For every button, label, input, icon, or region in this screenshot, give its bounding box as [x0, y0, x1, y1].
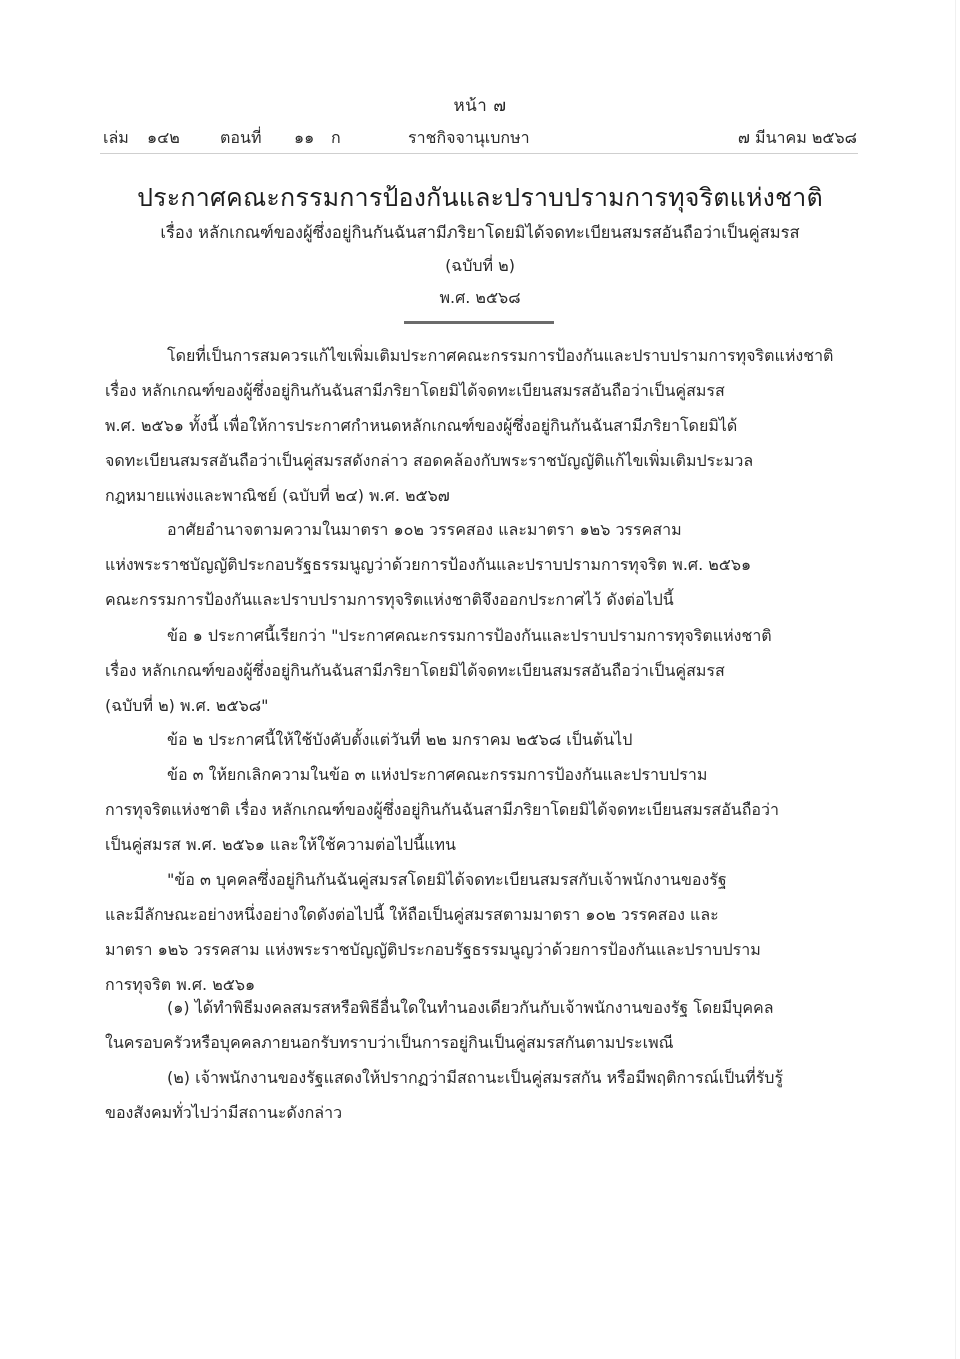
- issue-label: ตอนที่: [220, 128, 262, 147]
- text-line: การทุจริตแห่งชาติ เรื่อง หลักเกณฑ์ของผู้ซึ่งอยู่กินกันฉันสามีภริยาโดยมิได้จดทะเบียนสมรสอันถือว่า: [105, 800, 779, 819]
- text-line: ข้อ ๑ ประกาศนี้เรียกว่า "ประกาศคณะกรรมการป้องกันและปราบปรามการทุจริตแห่งชาติ: [167, 626, 772, 645]
- document-subject: เรื่อง หลักเกณฑ์ของผู้ซึ่งอยู่กินกันฉันสามีภริยาโดยมิได้จดทะเบียนสมรสอันถือว่าเป็นคู่สมรส: [160, 223, 800, 242]
- text-line: ข้อ ๓ ให้ยกเลิกความในข้อ ๓ แห่งประกาศคณะกรรมการป้องกันและปราบปราม: [167, 765, 708, 784]
- text-line: (ฉบับที่ ๒) พ.ศ. ๒๕๖๘": [105, 696, 269, 715]
- document-title: ประกาศคณะกรรมการป้องกันและปราบปรามการทุจริตแห่งชาติ: [137, 183, 823, 212]
- paragraph-authority: [105, 512, 853, 617]
- text-line: ข้อ ๒ ประกาศนี้ให้ใช้บังคับตั้งแต่วันที่ ๒๒ มกราคม ๒๕๖๘ เป็นต้นไป: [167, 730, 633, 749]
- clause-3: [105, 757, 853, 862]
- text-line: มาตรา ๑๒๖ วรรคสาม แห่งพระราชบัญญัติประกอบรัฐธรรมนูญว่าด้วยการป้องกันและปราบปราม: [105, 940, 761, 959]
- text-line: และมีลักษณะอย่างหนึ่งอย่างใดดังต่อไปนี้ ให้ถือเป็นคู่สมรสตามมาตรา ๑๐๒ วรรคสอง และ: [105, 905, 719, 924]
- text-line: ในครอบครัวหรือบุคคลภายนอกรับทราบว่าเป็นการอยู่กินเป็นคู่สมรสกันตามประเพณี: [105, 1033, 674, 1052]
- section-letter: ก: [331, 128, 341, 147]
- page-number: หน้า ๗: [453, 96, 507, 116]
- document-year: พ.ศ. ๒๕๖๘: [439, 288, 521, 307]
- text-line: จดทะเบียนสมรสอันถือว่าเป็นคู่สมรสดังกล่าว สอดคล้องกับพระราชบัญญัติแก้ไขเพิ่มเติมประมวล: [105, 451, 754, 470]
- paragraph-preamble: [105, 338, 853, 513]
- text-line: (๑) ได้ทำพิธีมงคลสมรสหรือพิธีอื่นใดในทำนองเดียวกันกับเจ้าพนักงานของรัฐ โดยมีบุคคล: [167, 998, 774, 1017]
- text-line: (๒) เจ้าพนักงานของรัฐแสดงให้ปรากฏว่ามีสถานะเป็นคู่สมรสกัน หรือมีพฤติการณ์เป็นที่รับรู้: [167, 1068, 784, 1087]
- text-line: "ข้อ ๓ บุคคลซึ่งอยู่กินกันฉันคู่สมรสโดยมิได้จดทะเบียนสมรสกับเจ้าพนักงานของรัฐ: [167, 870, 727, 889]
- text-line: แห่งพระราชบัญญัติประกอบรัฐธรรมนูญว่าด้วยการป้องกันและปราบปรามการทุจริต พ.ศ. ๒๕๖๑: [105, 555, 752, 574]
- document-edition: (ฉบับที่ ๒): [445, 256, 515, 275]
- text-line: อาศัยอำนาจตามความในมาตรา ๑๐๒ วรรคสอง และมาตรา ๑๒๖ วรรคสาม: [167, 520, 682, 539]
- sub-item-2: [105, 1060, 853, 1130]
- text-line: กฎหมายแพ่งและพาณิชย์ (ฉบับที่ ๒๔) พ.ศ. ๒๕๖๗: [105, 486, 450, 505]
- clause-2: [105, 722, 853, 757]
- gazette-name: ราชกิจจานุเบกษา: [408, 128, 530, 147]
- volume-label: เล่ม: [103, 128, 129, 147]
- sub-item-1: [105, 990, 853, 1060]
- text-line: พ.ศ. ๒๕๖๑ ทั้งนี้ เพื่อให้การประกาศกำหนดหลักเกณฑ์ของผู้ซึ่งอยู่กินกันฉันสามีภริยาโดยมิได้: [105, 416, 738, 435]
- header-divider: [100, 153, 858, 154]
- title-divider: [404, 321, 554, 324]
- clause-1: [105, 618, 853, 723]
- text-line: โดยที่เป็นการสมควรแก้ไขเพิ่มเติมประกาศคณะกรรมการป้องกันและปราบปรามการทุจริตแห่งชาติ: [167, 346, 834, 365]
- text-line: การทุจริต พ.ศ. ๒๕๖๑: [105, 975, 256, 994]
- clause-3-replacement: [105, 862, 853, 1002]
- volume-number: ๑๔๒: [147, 128, 180, 147]
- text-line: คณะกรรมการป้องกันและปราบปรามการทุจริตแห่งชาติจึงออกประกาศไว้ ดังต่อไปนี้: [105, 590, 674, 609]
- issue-number: ๑๑: [294, 128, 315, 147]
- gazette-header: [103, 124, 857, 152]
- text-line: ของสังคมทั่วไปว่ามีสถานะดังกล่าว: [105, 1103, 343, 1122]
- text-line: เรื่อง หลักเกณฑ์ของผู้ซึ่งอยู่กินกันฉันสามีภริยาโดยมิได้จดทะเบียนสมรสอันถือว่าเป็นคู่สมรส: [105, 381, 725, 400]
- text-line: เรื่อง หลักเกณฑ์ของผู้ซึ่งอยู่กินกันฉันสามีภริยาโดยมิได้จดทะเบียนสมรสอันถือว่าเป็นคู่สมรส: [105, 661, 725, 680]
- text-line: เป็นคู่สมรส พ.ศ. ๒๕๖๑ และให้ใช้ความต่อไปนี้แทน: [105, 835, 456, 854]
- publication-date: ๗ มีนาคม ๒๕๖๘: [737, 128, 857, 147]
